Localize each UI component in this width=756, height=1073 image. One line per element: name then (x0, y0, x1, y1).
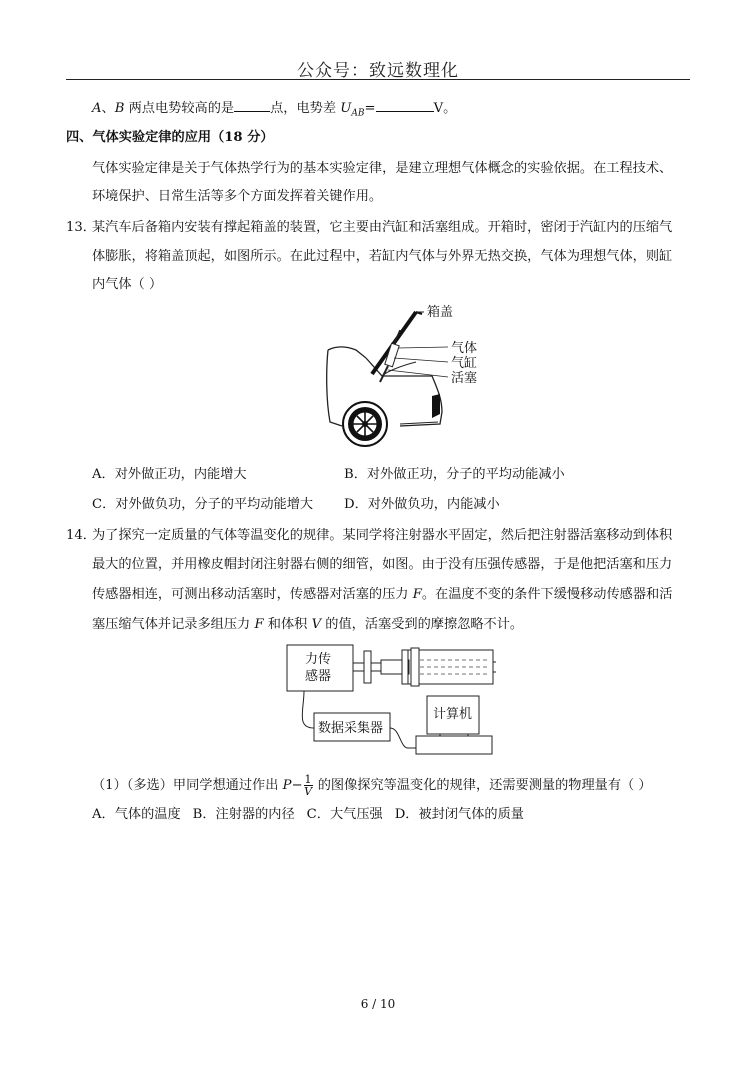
comma: 、 (101, 101, 115, 116)
fraction-denominator: V (304, 785, 313, 798)
q14-option-d[interactable]: D．被封闭气体的质量 (394, 807, 524, 822)
prev-text-3: V。 (433, 101, 457, 116)
dash-symbol: − (291, 778, 303, 793)
q13-line-3: 内气体（ ） (92, 277, 163, 292)
label-gas: 气体 (451, 341, 478, 356)
volume-symbol: V (311, 617, 322, 632)
section-intro-line-1: 气体实验定律是关于气体热学行为的基本实验定律，是建立理想气体概念的实验依据。在工程技术、 (92, 161, 673, 176)
equals-sign: = (364, 101, 376, 116)
force-symbol: F (412, 587, 422, 602)
label-piston: 活塞 (451, 371, 478, 386)
pressure-symbol: P (282, 778, 292, 793)
label-lid: 箱盖 (427, 305, 454, 320)
prev-question-line (92, 98, 456, 123)
q14-line-3 (92, 586, 672, 604)
q14-sub1-suffix: 的图像探究等温变化的规律，还需要测量的物理量有（ ） (313, 778, 652, 793)
label-computer: 计算机 (433, 707, 473, 722)
q13-number: 13． (66, 220, 96, 235)
q13-option-d[interactable]: D．对外做负功，内能减小 (344, 497, 500, 512)
q13-option-a[interactable]: A．对外做正功，内能增大 (92, 467, 247, 482)
voltage-symbol: U (340, 101, 352, 116)
reciprocal-v-fraction (304, 774, 313, 797)
fraction-numerator: 1 (304, 773, 312, 786)
q13-option-c[interactable]: C．对外做负功，分子的平均动能增大 (92, 497, 314, 512)
q14-option-a[interactable]: A．气体的温度 (92, 807, 181, 822)
q14-line-4-text-a: 塞压缩气体并记录多组压力 (92, 617, 255, 632)
answer-blank-2[interactable] (376, 98, 434, 112)
section-title: 四、气体实验定律的应用（18 分） (66, 130, 274, 145)
q13-line-2: 体膨胀，将箱盖顶起，如图所示。在此过程中，若缸内气体与外界无热交换，气体为理想气体，则缸 (92, 249, 673, 264)
q14-option-b[interactable]: B．注射器的内径 (192, 807, 295, 822)
q14-line-4 (92, 616, 523, 634)
q14-line-4-text-c: 和体积 (263, 617, 312, 632)
q14-options (92, 806, 524, 824)
q14-number: 14． (66, 528, 96, 543)
label-cylinder: 气缸 (451, 356, 478, 371)
q14-line-4-text-e: 的值，活塞受到的摩擦忽略不计。 (321, 617, 524, 632)
page-header: 公众号：致远数理化 (297, 61, 459, 81)
point-a: A (92, 101, 102, 116)
q14-line-2: 最大的位置，并用橡皮帽封闭注射器右侧的细管，如图。由于没有压强传感器，于是他把活塞和压力 (92, 557, 673, 572)
q14-line-1: 为了探究一定质量的气体等温变化的规律。某同学将注射器水平固定，然后把注射器活塞移动到体积 (92, 528, 673, 543)
page-number: 6 / 10 (360, 997, 396, 1011)
header-rule (66, 79, 690, 80)
label-data-collector: 数据采集器 (318, 721, 384, 736)
prev-text-1: 两点电势较高的是 (124, 101, 235, 116)
point-b: B (114, 101, 125, 116)
force-symbol-2: F (254, 617, 264, 632)
label-sensor-line-1: 力传 (305, 652, 332, 667)
q14-line-3-text-c: 。在温度不变的条件下缓慢移动传感器和活 (421, 587, 673, 602)
prev-text-2: 点，电势差 (270, 101, 341, 116)
q14-sub1-prefix: （1）（多选）甲同学想通过作出 (92, 778, 283, 793)
answer-blank-1[interactable] (234, 98, 270, 112)
label-sensor-line-2: 感器 (305, 669, 332, 684)
section-intro-line-2: 环境保护、日常生活等多个方面发挥着关键作用。 (92, 189, 383, 204)
q14-option-c[interactable]: C．大气压强 (306, 807, 383, 822)
q14-line-3-text-a: 传感器相连，可测出移动活塞时，传感器对活塞的压力 (92, 587, 413, 602)
q13-option-b[interactable]: B．对外做正功，分子的平均动能减小 (344, 467, 565, 482)
q13-line-1: 某汽车后备箱内安装有撑起箱盖的装置，它主要由汽缸和活塞组成。开箱时，密闭于汽缸内的压缩气 (92, 220, 673, 235)
voltage-subscript: AB (351, 108, 365, 119)
q14-sub1 (92, 773, 652, 799)
